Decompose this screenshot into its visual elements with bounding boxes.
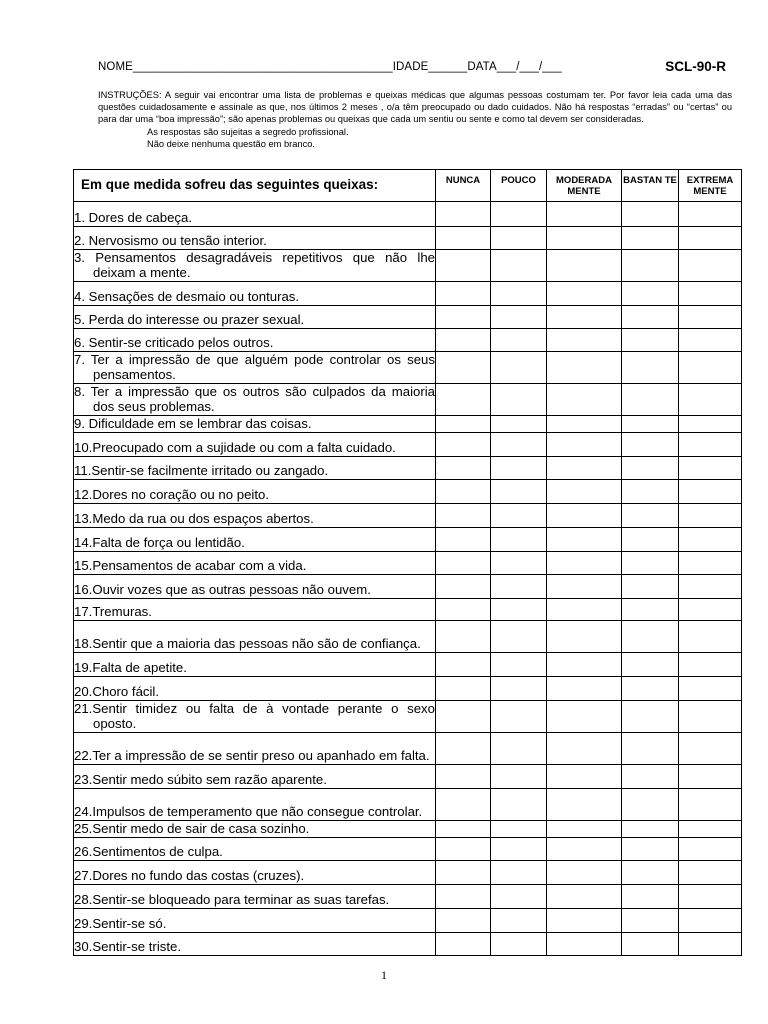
- question-text: 3. Pensamentos desagradáveis repetitivos que não lhe deixam a mente.: [74, 250, 435, 280]
- table-row: [74, 457, 742, 480]
- answer-cell-nunca[interactable]: [436, 909, 491, 933]
- question-cell: [74, 861, 436, 885]
- answer-cell-extremamente[interactable]: [679, 504, 742, 528]
- answer-cell-nunca[interactable]: [436, 202, 491, 227]
- answer-cell-nunca[interactable]: [436, 733, 491, 765]
- table-row: [74, 909, 742, 933]
- answer-cell-extremamente[interactable]: [679, 457, 742, 480]
- question-cell: [74, 250, 436, 282]
- answer-cell-extremamente[interactable]: [679, 677, 742, 701]
- answer-cell-moderadamente[interactable]: [547, 701, 622, 733]
- answer-cell-extremamente[interactable]: [679, 821, 742, 838]
- question-text: 7. Ter a impressão de que alguém pode controlar os seus pensamentos.: [74, 352, 435, 382]
- answer-cell-pouco[interactable]: [491, 765, 547, 789]
- table-row: [74, 384, 742, 416]
- question-cell: [74, 575, 436, 599]
- answer-cell-nunca[interactable]: [436, 306, 491, 329]
- table-row: [74, 861, 742, 885]
- answer-cell-bastante[interactable]: [622, 282, 679, 306]
- answer-cell-moderadamente[interactable]: [547, 384, 622, 416]
- answer-cell-extremamente[interactable]: [679, 227, 742, 250]
- answer-cell-moderadamente[interactable]: [547, 416, 622, 433]
- question-cell: [74, 384, 436, 416]
- answer-cell-nunca[interactable]: [436, 416, 491, 433]
- question-text: 10.Preocupado com a sujidade ou com a falta cuidado.: [74, 440, 396, 455]
- answer-cell-nunca[interactable]: [436, 329, 491, 352]
- answer-cell-moderadamente[interactable]: [547, 504, 622, 528]
- question-text: 18.Sentir que a maioria das pessoas não são de confiança.: [74, 636, 421, 651]
- question-text: 17.Tremuras.: [74, 604, 152, 619]
- question-cell: [74, 765, 436, 789]
- answer-cell-moderadamente[interactable]: [547, 528, 622, 552]
- question-cell: [74, 457, 436, 480]
- answer-cell-bastante[interactable]: [622, 933, 679, 956]
- table-header-row: [74, 170, 742, 202]
- question-cell: [74, 789, 436, 821]
- answer-cell-pouco[interactable]: [491, 677, 547, 701]
- table-row: [74, 838, 742, 861]
- answer-cell-extremamente[interactable]: [679, 789, 742, 821]
- answer-cell-extremamente[interactable]: [679, 433, 742, 457]
- question-text: 19.Falta de apetite.: [74, 660, 187, 675]
- table-row: [74, 227, 742, 250]
- question-cell: [74, 433, 436, 457]
- answer-cell-moderadamente[interactable]: [547, 282, 622, 306]
- answer-cell-bastante[interactable]: [622, 352, 679, 384]
- question-cell: [74, 733, 436, 765]
- answer-cell-pouco[interactable]: [491, 250, 547, 282]
- answer-cell-pouco[interactable]: [491, 384, 547, 416]
- question-text: 12.Dores no coração ou no peito.: [74, 487, 270, 502]
- question-text: 22.Ter a impressão de se sentir preso ou apanhado em falta.: [74, 748, 430, 763]
- question-text: 5. Perda do interesse ou prazer sexual.: [74, 312, 305, 327]
- answer-cell-extremamente[interactable]: [679, 765, 742, 789]
- question-text: 4. Sensações de desmaio ou tonturas.: [74, 289, 300, 304]
- table-row: [74, 202, 742, 227]
- question-cell: [74, 329, 436, 352]
- table-row: [74, 885, 742, 909]
- answer-cell-nunca[interactable]: [436, 227, 491, 250]
- answer-cell-nunca[interactable]: [436, 480, 491, 504]
- answer-cell-moderadamente[interactable]: [547, 933, 622, 956]
- question-text: 28.Sentir-se bloqueado para terminar as suas tarefas.: [74, 892, 390, 907]
- table-row: [74, 789, 742, 821]
- answer-cell-pouco[interactable]: [491, 552, 547, 575]
- answer-cell-nunca[interactable]: [436, 838, 491, 861]
- answer-cell-bastante[interactable]: [622, 552, 679, 575]
- question-text: 13.Medo da rua ou dos espaços abertos.: [74, 511, 314, 526]
- question-text: 26.Sentimentos de culpa.: [74, 844, 223, 859]
- answer-cell-pouco[interactable]: [491, 282, 547, 306]
- answer-cell-pouco[interactable]: [491, 202, 547, 227]
- answer-cell-moderadamente[interactable]: [547, 909, 622, 933]
- answer-cell-extremamente[interactable]: [679, 552, 742, 575]
- answer-cell-moderadamente[interactable]: [547, 329, 622, 352]
- answer-cell-pouco[interactable]: [491, 861, 547, 885]
- column-header-pouco: POUCO: [491, 170, 547, 202]
- answer-cell-pouco[interactable]: [491, 575, 547, 599]
- question-text: 15.Pensamentos de acabar com a vida.: [74, 558, 307, 573]
- answer-cell-nunca[interactable]: [436, 352, 491, 384]
- answer-cell-pouco[interactable]: [491, 352, 547, 384]
- table-row: [74, 933, 742, 956]
- form-code: SCL-90-R: [665, 59, 726, 74]
- question-cell: [74, 933, 436, 956]
- question-cell: [74, 504, 436, 528]
- answer-cell-pouco[interactable]: [491, 701, 547, 733]
- table-row: [74, 733, 742, 765]
- answer-cell-extremamente[interactable]: [679, 250, 742, 282]
- table-row: [74, 575, 742, 599]
- answer-cell-nunca[interactable]: [436, 765, 491, 789]
- answer-cell-bastante[interactable]: [622, 909, 679, 933]
- answer-cell-moderadamente[interactable]: [547, 621, 622, 653]
- question-cell: [74, 528, 436, 552]
- question-cell: [74, 352, 436, 384]
- answer-cell-extremamente[interactable]: [679, 329, 742, 352]
- answer-cell-moderadamente[interactable]: [547, 352, 622, 384]
- table-row: [74, 416, 742, 433]
- question-cell: [74, 909, 436, 933]
- answer-cell-bastante[interactable]: [622, 384, 679, 416]
- answer-cell-moderadamente[interactable]: [547, 885, 622, 909]
- question-cell: [74, 480, 436, 504]
- column-header-nunca: NUNCA: [436, 170, 491, 202]
- question-text: 11.Sentir-se facilmente irritado ou zangado.: [74, 463, 329, 478]
- answer-cell-pouco[interactable]: [491, 599, 547, 621]
- table-row: [74, 329, 742, 352]
- answer-cell-pouco[interactable]: [491, 933, 547, 956]
- answer-cell-bastante[interactable]: [622, 677, 679, 701]
- answer-cell-moderadamente[interactable]: [547, 552, 622, 575]
- answer-cell-pouco[interactable]: [491, 457, 547, 480]
- answer-cell-extremamente[interactable]: [679, 528, 742, 552]
- answer-cell-moderadamente[interactable]: [547, 765, 622, 789]
- answer-cell-pouco[interactable]: [491, 885, 547, 909]
- answer-cell-bastante[interactable]: [622, 457, 679, 480]
- answer-cell-moderadamente[interactable]: [547, 433, 622, 457]
- table-row: [74, 504, 742, 528]
- answer-cell-bastante[interactable]: [622, 838, 679, 861]
- answer-cell-nunca[interactable]: [436, 250, 491, 282]
- answer-cell-extremamente[interactable]: [679, 653, 742, 677]
- answer-cell-pouco[interactable]: [491, 416, 547, 433]
- answer-cell-bastante[interactable]: [622, 621, 679, 653]
- answer-cell-extremamente[interactable]: [679, 306, 742, 329]
- table-row: [74, 552, 742, 575]
- question-text: 1. Dores de cabeça.: [74, 210, 193, 225]
- question-column-header: Em que medida sofreu das seguintes queixas:: [74, 170, 436, 202]
- answer-cell-pouco[interactable]: [491, 821, 547, 838]
- answer-cell-extremamente[interactable]: [679, 933, 742, 956]
- answer-cell-nunca[interactable]: [436, 575, 491, 599]
- answer-cell-bastante[interactable]: [622, 433, 679, 457]
- instructions-paragraph: INSTRUÇÕES: A seguir vai encontrar uma lista de problemas e queixas médicas que algumas pessoas costumam ter. Por favor leia cada uma das questões cuidadosamente e assinale as que, nos últimos 2 meses , o/a têm preocupado ou dado cuidados. Não há respostas “erradas” ou “certas” ou para dar uma “boa impressão”; são apenas problemas ou queixas que cada um sentiu ou sente e como tal devem ser consideradas.: [98, 90, 732, 125]
- answer-cell-extremamente[interactable]: [679, 384, 742, 416]
- answer-cell-bastante[interactable]: [622, 250, 679, 282]
- table-row: [74, 599, 742, 621]
- answer-cell-nunca[interactable]: [436, 653, 491, 677]
- answer-cell-moderadamente[interactable]: [547, 227, 622, 250]
- answer-cell-nunca[interactable]: [436, 701, 491, 733]
- confidentiality-note: As respostas são sujeitas a segredo profissional.: [147, 126, 349, 137]
- table-row: [74, 528, 742, 552]
- answer-cell-nunca[interactable]: [436, 457, 491, 480]
- question-text: 21.Sentir timidez ou falta de à vontade perante o sexo oposto.: [74, 701, 435, 731]
- answer-cell-bastante[interactable]: [622, 885, 679, 909]
- answer-cell-bastante[interactable]: [622, 306, 679, 329]
- answer-cell-bastante[interactable]: [622, 733, 679, 765]
- answer-cell-bastante[interactable]: [622, 202, 679, 227]
- answer-cell-nunca[interactable]: [436, 282, 491, 306]
- identification-fields[interactable]: NOME________________________________________IDADE______DATA___/___/___: [98, 61, 562, 73]
- question-text: 27.Dores no fundo das costas (cruzes).: [74, 868, 305, 883]
- answer-cell-nunca[interactable]: [436, 821, 491, 838]
- question-text: 20.Choro fácil.: [74, 684, 160, 699]
- table-row: [74, 352, 742, 384]
- answer-cell-extremamente[interactable]: [679, 480, 742, 504]
- question-cell: [74, 282, 436, 306]
- answer-cell-nunca[interactable]: [436, 677, 491, 701]
- form-header: [98, 59, 728, 77]
- answer-cell-moderadamente[interactable]: [547, 202, 622, 227]
- answer-cell-bastante[interactable]: [622, 416, 679, 433]
- question-text: 25.Sentir medo de sair de casa sozinho.: [74, 821, 310, 836]
- question-cell: [74, 227, 436, 250]
- question-cell: [74, 677, 436, 701]
- answer-cell-moderadamente[interactable]: [547, 733, 622, 765]
- answer-cell-bastante[interactable]: [622, 861, 679, 885]
- question-cell: [74, 621, 436, 653]
- question-text: 24.Impulsos de temperamento que não consegue controlar.: [74, 804, 423, 819]
- question-cell: [74, 701, 436, 733]
- answer-cell-nunca[interactable]: [436, 552, 491, 575]
- question-text: 29.Sentir-se só.: [74, 916, 167, 931]
- question-text: 8. Ter a impressão que os outros são culpados da maioria dos seus problemas.: [74, 384, 435, 414]
- answer-cell-pouco[interactable]: [491, 329, 547, 352]
- answer-cell-extremamente[interactable]: [679, 861, 742, 885]
- question-cell: [74, 552, 436, 575]
- answer-cell-extremamente[interactable]: [679, 416, 742, 433]
- answer-cell-extremamente[interactable]: [679, 599, 742, 621]
- question-text: 16.Ouvir vozes que as outras pessoas não ouvem.: [74, 582, 371, 597]
- answer-cell-bastante[interactable]: [622, 504, 679, 528]
- answer-cell-pouco[interactable]: [491, 504, 547, 528]
- question-cell: [74, 599, 436, 621]
- question-cell: [74, 821, 436, 838]
- answer-cell-bastante[interactable]: [622, 653, 679, 677]
- answer-cell-pouco[interactable]: [491, 733, 547, 765]
- answer-cell-nunca[interactable]: [436, 433, 491, 457]
- answer-cell-moderadamente[interactable]: [547, 861, 622, 885]
- table-row: [74, 677, 742, 701]
- answer-cell-nunca[interactable]: [436, 789, 491, 821]
- answer-cell-moderadamente[interactable]: [547, 838, 622, 861]
- table-row: [74, 250, 742, 282]
- answer-cell-nunca[interactable]: [436, 621, 491, 653]
- table-row: [74, 282, 742, 306]
- answer-cell-moderadamente[interactable]: [547, 306, 622, 329]
- table-row: [74, 701, 742, 733]
- answer-cell-moderadamente[interactable]: [547, 789, 622, 821]
- answer-cell-extremamente[interactable]: [679, 282, 742, 306]
- answer-cell-moderadamente[interactable]: [547, 457, 622, 480]
- answer-cell-nunca[interactable]: [436, 933, 491, 956]
- column-header-bastante: BASTAN TE: [622, 170, 679, 202]
- question-text: 23.Sentir medo súbito sem razão aparente.: [74, 772, 327, 787]
- table-row: [74, 821, 742, 838]
- table-row: [74, 653, 742, 677]
- question-cell: [74, 838, 436, 861]
- question-text: 30.Sentir-se triste.: [74, 939, 182, 954]
- answer-cell-extremamente[interactable]: [679, 202, 742, 227]
- column-header-extremamente: EXTREMA MENTE: [679, 170, 742, 202]
- column-header-moderadamente: MODERADA MENTE: [547, 170, 622, 202]
- question-text: 6. Sentir-se criticado pelos outros.: [74, 335, 274, 350]
- question-cell: [74, 202, 436, 227]
- instructions-block: [98, 89, 732, 150]
- answer-cell-moderadamente[interactable]: [547, 653, 622, 677]
- answer-cell-nunca[interactable]: [436, 861, 491, 885]
- answer-cell-bastante[interactable]: [622, 575, 679, 599]
- answer-cell-extremamente[interactable]: [679, 838, 742, 861]
- answer-cell-extremamente[interactable]: [679, 621, 742, 653]
- answer-cell-pouco[interactable]: [491, 433, 547, 457]
- question-cell: [74, 306, 436, 329]
- answer-cell-extremamente[interactable]: [679, 733, 742, 765]
- answer-cell-bastante[interactable]: [622, 528, 679, 552]
- answer-cell-pouco[interactable]: [491, 838, 547, 861]
- answer-cell-nunca[interactable]: [436, 599, 491, 621]
- answer-cell-bastante[interactable]: [622, 329, 679, 352]
- page-number: 1: [381, 968, 387, 982]
- answer-cell-nunca[interactable]: [436, 504, 491, 528]
- question-cell: [74, 653, 436, 677]
- answer-cell-moderadamente[interactable]: [547, 677, 622, 701]
- answer-cell-bastante[interactable]: [622, 480, 679, 504]
- answer-cell-pouco[interactable]: [491, 480, 547, 504]
- answer-cell-moderadamente[interactable]: [547, 250, 622, 282]
- question-text: 14.Falta de força ou lentidão.: [74, 535, 245, 550]
- question-cell: [74, 885, 436, 909]
- answer-cell-pouco[interactable]: [491, 789, 547, 821]
- table-row: [74, 306, 742, 329]
- answer-cell-bastante[interactable]: [622, 821, 679, 838]
- answer-cell-pouco[interactable]: [491, 528, 547, 552]
- answer-cell-bastante[interactable]: [622, 227, 679, 250]
- table-row: [74, 480, 742, 504]
- answer-cell-pouco[interactable]: [491, 227, 547, 250]
- question-text: 2. Nervosismo ou tensão interior.: [74, 233, 267, 248]
- answer-cell-moderadamente[interactable]: [547, 575, 622, 599]
- table-row: [74, 621, 742, 653]
- answer-cell-moderadamente[interactable]: [547, 599, 622, 621]
- table-row: [74, 765, 742, 789]
- answer-cell-moderadamente[interactable]: [547, 480, 622, 504]
- answer-cell-nunca[interactable]: [436, 384, 491, 416]
- no-blank-note: Não deixe nenhuma questão em branco.: [147, 138, 315, 149]
- question-cell: [74, 416, 436, 433]
- answer-cell-extremamente[interactable]: [679, 701, 742, 733]
- answer-cell-pouco[interactable]: [491, 306, 547, 329]
- answer-cell-nunca[interactable]: [436, 885, 491, 909]
- answer-cell-bastante[interactable]: [622, 599, 679, 621]
- answer-cell-moderadamente[interactable]: [547, 821, 622, 838]
- answer-cell-pouco[interactable]: [491, 909, 547, 933]
- answer-cell-bastante[interactable]: [622, 765, 679, 789]
- answer-cell-nunca[interactable]: [436, 528, 491, 552]
- answer-cell-extremamente[interactable]: [679, 352, 742, 384]
- answer-cell-pouco[interactable]: [491, 621, 547, 653]
- answer-cell-extremamente[interactable]: [679, 909, 742, 933]
- answer-cell-pouco[interactable]: [491, 653, 547, 677]
- answer-cell-bastante[interactable]: [622, 789, 679, 821]
- answer-cell-bastante[interactable]: [622, 701, 679, 733]
- table-row: [74, 433, 742, 457]
- answer-cell-extremamente[interactable]: [679, 885, 742, 909]
- answer-cell-extremamente[interactable]: [679, 575, 742, 599]
- symptom-checklist-table: [73, 169, 742, 956]
- question-text: 9. Dificuldade em se lembrar das coisas.: [74, 416, 312, 431]
